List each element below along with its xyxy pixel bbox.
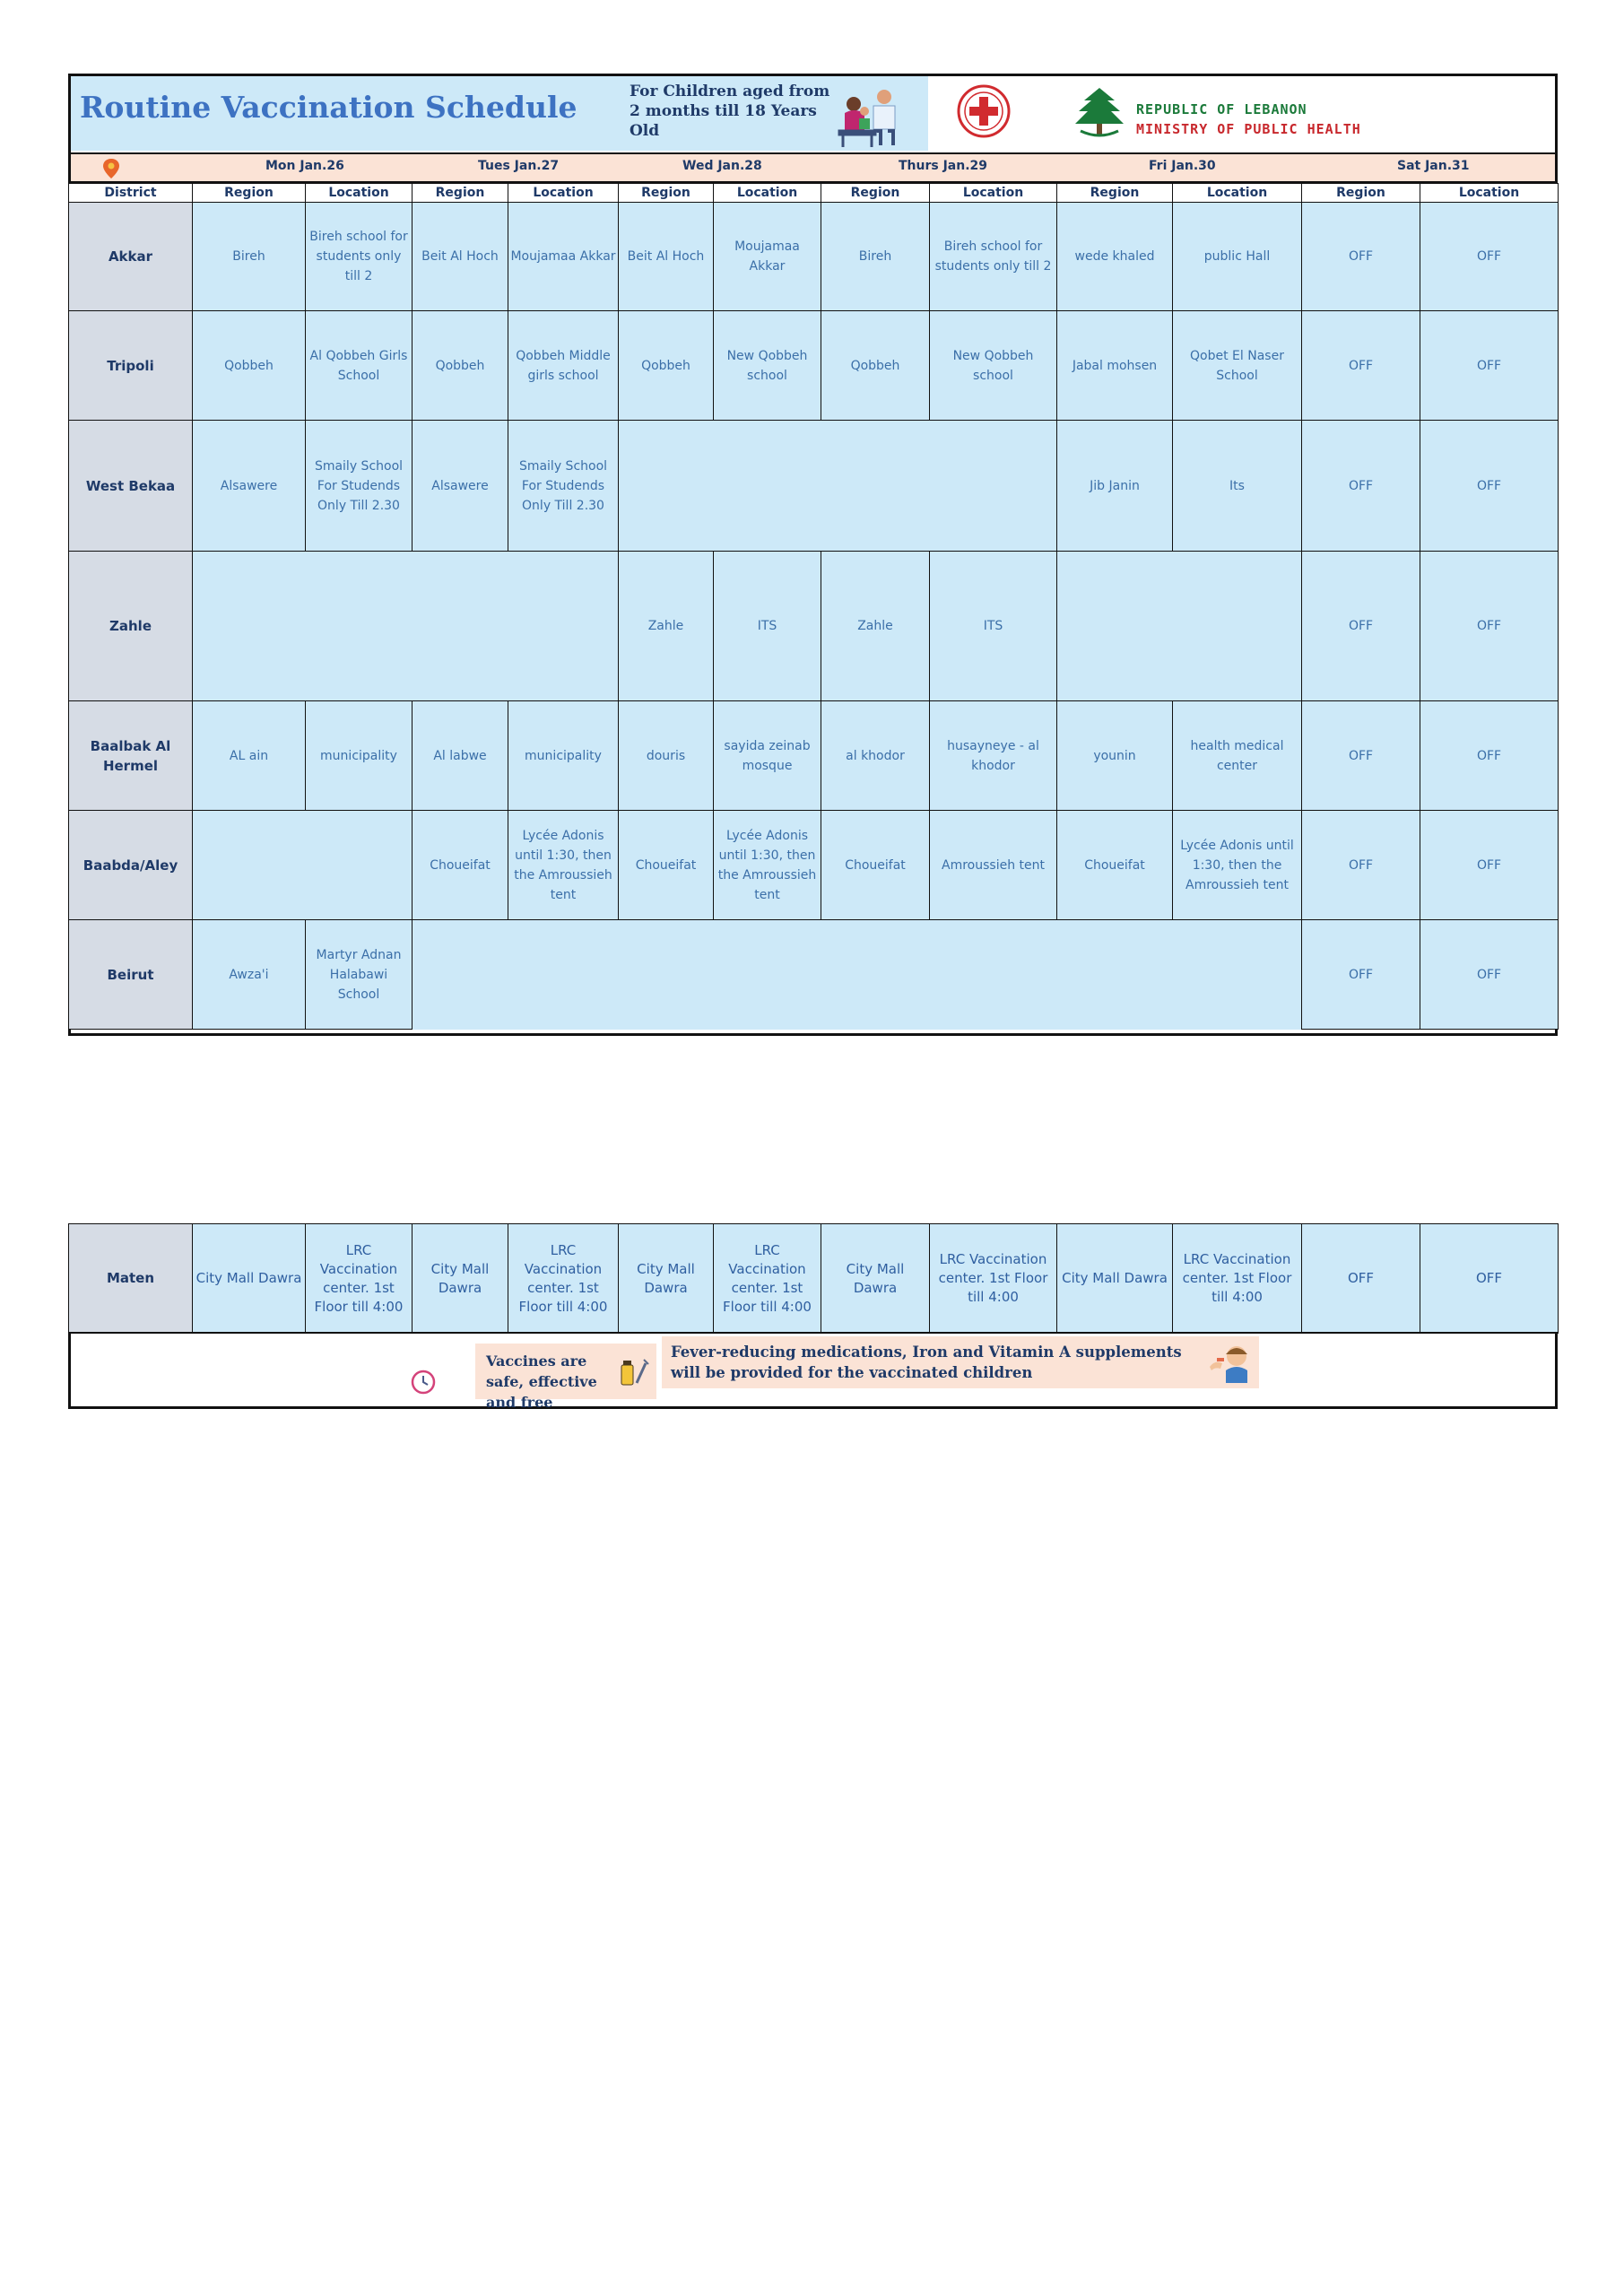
header-region: Region: [1302, 184, 1420, 203]
region-cell-off: OFF: [1302, 203, 1420, 311]
location-cell: Martyr Adnan Halabawi School: [306, 920, 413, 1030]
header-location: Location: [930, 184, 1057, 203]
location-cell: public Hall: [1173, 203, 1302, 311]
header-location: Location: [714, 184, 821, 203]
day-mon: Mon Jan.26: [265, 159, 344, 173]
region-cell: Alsawere: [193, 421, 306, 552]
location-cell: Amroussieh tent: [930, 811, 1057, 920]
region-cell: AL ain: [193, 701, 306, 811]
day-sat: Sat Jan.31: [1397, 159, 1470, 173]
location-cell: LRC Vaccination center. 1st Floor till 4:00: [306, 1224, 413, 1334]
region-cell: Bireh: [193, 203, 306, 311]
location-cell: New Qobbeh school: [714, 311, 821, 421]
district-cell: Tripoli: [69, 311, 193, 421]
region-cell: Qobbeh: [821, 311, 930, 421]
district-cell: Akkar: [69, 203, 193, 311]
vaccine-vial-icon: [619, 1356, 649, 1388]
ministry-name: [1136, 100, 1361, 139]
location-cell: Bireh school for students only till 2: [306, 203, 413, 311]
vaccines-safe-text: Vaccines are safe, effective and free: [486, 1352, 597, 1411]
region-cell: al khodor: [821, 701, 930, 811]
district-cell: West Bekaa: [69, 421, 193, 552]
table-row-baabda: [69, 811, 1559, 920]
empty-merged-cell: [193, 552, 619, 701]
location-cell: ITS: [930, 552, 1057, 701]
child-medicine-icon: [1206, 1342, 1253, 1383]
location-cell: Lycée Adonis until 1:30, then the Amroussieh tent: [714, 811, 821, 920]
region-cell: wede khaled: [1057, 203, 1173, 311]
region-cell: Beit Al Hoch: [413, 203, 508, 311]
ministry-line-2: MINISTRY OF PUBLIC HEALTH: [1136, 121, 1361, 137]
region-cell: City Mall Dawra: [821, 1224, 930, 1334]
table-row-maten: [69, 1224, 1559, 1334]
page-title: Routine Vaccination Schedule: [80, 90, 578, 125]
region-cell: douris: [619, 701, 714, 811]
region-cell: City Mall Dawra: [1057, 1224, 1173, 1334]
day-wed: Wed Jan.28: [682, 159, 762, 173]
district-cell: Baalbak Al Hermel: [69, 701, 193, 811]
region-cell: Bireh: [821, 203, 930, 311]
header-location: Location: [1173, 184, 1302, 203]
region-cell: Alsawere: [413, 421, 508, 552]
empty-merged-cell: [413, 920, 1302, 1030]
location-cell: Lycée Adonis until 1:30, then the Amroussieh tent: [508, 811, 619, 920]
location-cell: Smaily School For Studends Only Till 2.30: [508, 421, 619, 552]
region-cell: Beit Al Hoch: [619, 203, 714, 311]
day-fri: Fri Jan.30: [1149, 159, 1216, 173]
location-cell: Qobet El Naser School: [1173, 311, 1302, 421]
region-cell: Qobbeh: [619, 311, 714, 421]
location-cell: New Qobbeh school: [930, 311, 1057, 421]
location-cell: Al Qobbeh Girls School: [306, 311, 413, 421]
location-cell-off: OFF: [1420, 1224, 1559, 1334]
region-cell: Choueifat: [619, 811, 714, 920]
region-cell: City Mall Dawra: [413, 1224, 508, 1334]
region-cell: Awza'i: [193, 920, 306, 1030]
location-cell: Moujamaa Akkar: [508, 203, 619, 311]
region-cell-off: OFF: [1302, 811, 1420, 920]
location-cell-off: OFF: [1420, 552, 1559, 701]
header-location: Location: [508, 184, 619, 203]
empty-merged-cell: [193, 811, 413, 920]
region-cell: Qobbeh: [193, 311, 306, 421]
location-cell-off: OFF: [1420, 311, 1559, 421]
district-cell: Beirut: [69, 920, 193, 1030]
header-district: District: [69, 184, 193, 203]
region-cell-off: OFF: [1302, 311, 1420, 421]
ministry-line-1: REPUBLIC OF LEBANON: [1136, 101, 1307, 117]
location-cell: municipality: [306, 701, 413, 811]
header-region: Region: [193, 184, 306, 203]
location-pin-icon: [102, 158, 120, 179]
region-cell: City Mall Dawra: [619, 1224, 714, 1334]
location-cell: husayneye - al khodor: [930, 701, 1057, 811]
location-cell: Moujamaa Akkar: [714, 203, 821, 311]
header-location: Location: [1420, 184, 1559, 203]
location-cell: ITS: [714, 552, 821, 701]
table-row-west-bekaa: [69, 421, 1559, 552]
schedule-table: [68, 183, 1559, 1030]
region-cell: Choueifat: [413, 811, 508, 920]
day-tue: Tues Jan.27: [478, 159, 560, 173]
location-cell: Smaily School For Studends Only Till 2.30: [306, 421, 413, 552]
header-region: Region: [413, 184, 508, 203]
location-cell-off: OFF: [1420, 811, 1559, 920]
column-header-row: [69, 184, 1559, 203]
region-cell: Choueifat: [821, 811, 930, 920]
region-cell: Choueifat: [1057, 811, 1173, 920]
empty-merged-cell: [619, 421, 1057, 552]
location-cell: health medical center: [1173, 701, 1302, 811]
district-cell: Baabda/Aley: [69, 811, 193, 920]
location-cell: LRC Vaccination center. 1st Floor till 4:00: [930, 1224, 1057, 1334]
region-cell: Zahle: [619, 552, 714, 701]
region-cell: Jabal mohsen: [1057, 311, 1173, 421]
location-cell: sayida zeinab mosque: [714, 701, 821, 811]
region-cell: Al labwe: [413, 701, 508, 811]
region-cell-off: OFF: [1302, 920, 1420, 1030]
day-thu: Thurs Jan.29: [899, 159, 988, 173]
page-subtitle: For Children aged from 2 months till 18 Years Old: [630, 83, 830, 140]
district-cell: Zahle: [69, 552, 193, 701]
table-row-beirut: [69, 920, 1559, 1030]
location-cell: Bireh school for students only till 2: [930, 203, 1057, 311]
location-cell-off: OFF: [1420, 701, 1559, 811]
clock-icon: [410, 1369, 437, 1396]
table-row-baalbak: [69, 701, 1559, 811]
header-region: Region: [821, 184, 930, 203]
location-cell: LRC Vaccination center. 1st Floor till 4:00: [714, 1224, 821, 1334]
location-cell: Qobbeh Middle girls school: [508, 311, 619, 421]
region-cell: younin: [1057, 701, 1173, 811]
table-row-tripoli: [69, 311, 1559, 421]
region-cell-off: OFF: [1302, 1224, 1420, 1334]
region-cell-off: OFF: [1302, 701, 1420, 811]
location-cell: Its: [1173, 421, 1302, 552]
region-cell: Zahle: [821, 552, 930, 701]
region-cell: Qobbeh: [413, 311, 508, 421]
empty-merged-cell: [1057, 552, 1302, 701]
region-cell: Jib Janin: [1057, 421, 1173, 552]
table-row-zahle: [69, 552, 1559, 701]
region-cell-off: OFF: [1302, 552, 1420, 701]
region-cell-off: OFF: [1302, 421, 1420, 552]
location-cell-off: OFF: [1420, 421, 1559, 552]
location-cell: Lycée Adonis until 1:30, then the Amroussieh tent: [1173, 811, 1302, 920]
supplements-note: [662, 1336, 1259, 1388]
location-cell-off: OFF: [1420, 920, 1559, 1030]
maten-table: [68, 1223, 1559, 1334]
location-cell: LRC Vaccination center. 1st Floor till 4:00: [1173, 1224, 1302, 1334]
header-location: Location: [306, 184, 413, 203]
red-cross-logo-icon: [957, 84, 1011, 138]
location-cell: municipality: [508, 701, 619, 811]
header-region: Region: [619, 184, 714, 203]
table-row-akkar: [69, 203, 1559, 311]
region-cell: City Mall Dawra: [193, 1224, 306, 1334]
header-region: Region: [1057, 184, 1173, 203]
location-cell-off: OFF: [1420, 203, 1559, 311]
cedar-logo-icon: [1072, 84, 1127, 142]
location-cell: LRC Vaccination center. 1st Floor till 4:00: [508, 1224, 619, 1334]
district-cell: Maten: [69, 1224, 193, 1334]
supplements-text: Fever-reducing medications, Iron and Vitamin A supplements will be provided for the vaccinated children: [671, 1344, 1182, 1381]
doctor-child-icon: [834, 86, 908, 149]
